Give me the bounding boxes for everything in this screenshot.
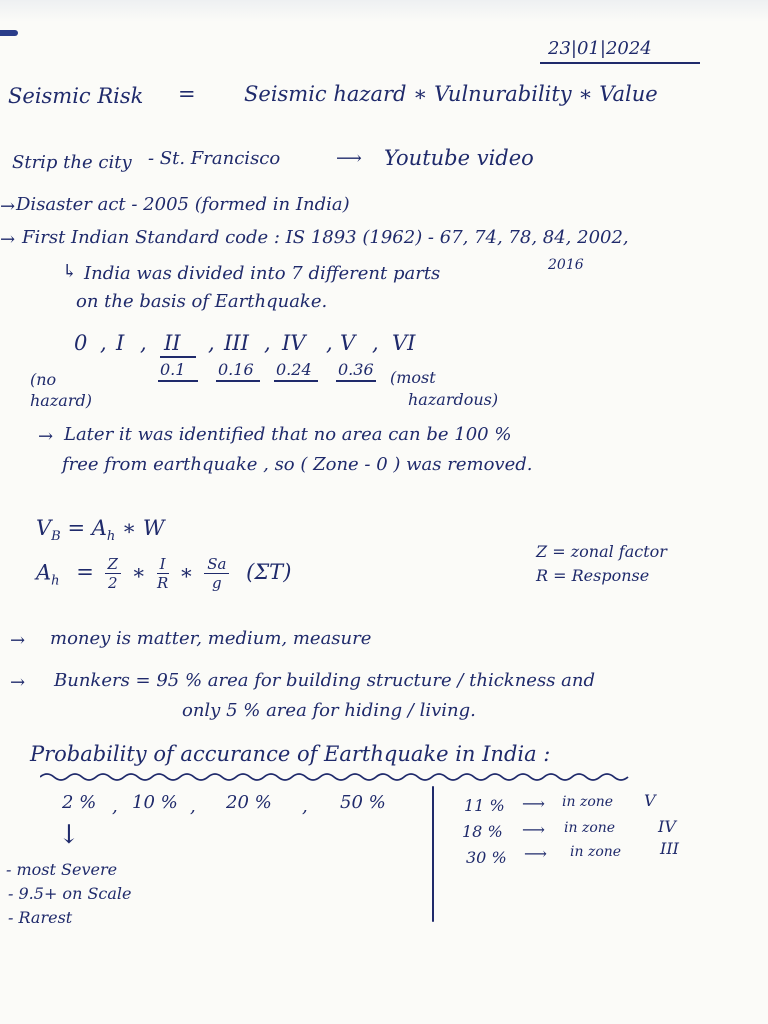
scale-note: - 9.5+ on Scale — [8, 884, 132, 903]
rarest-note: - Rarest — [8, 908, 73, 927]
zone-pct: 11 % — [464, 796, 505, 815]
r-definition: R = Response — [536, 566, 650, 585]
code-year-2016: 2016 — [548, 257, 584, 273]
ah-subscript: h — [51, 573, 60, 589]
bunkers-bullet: → — [10, 672, 26, 693]
sa-over-g — [204, 556, 229, 592]
ah-formula — [36, 556, 291, 592]
zone-overline — [160, 356, 196, 358]
seismic-equals: = — [178, 82, 196, 106]
zone-label: V — [340, 331, 356, 355]
column-divider — [432, 786, 434, 922]
zone-value-underline — [336, 380, 376, 382]
money-bullet: → — [10, 630, 26, 651]
times-symbol: ∗ — [131, 560, 146, 585]
money-text: money is matter, medium, measure — [50, 628, 372, 649]
zone-label: II — [164, 331, 181, 355]
severity-note: - most Severe — [6, 860, 118, 879]
seismic-risk-label: Seismic Risk — [8, 84, 144, 108]
code-bullet: → — [0, 229, 16, 250]
zone-label: 0 — [74, 331, 88, 355]
most-hazardous-note: (most — [390, 368, 436, 387]
zone-value-underline — [274, 380, 318, 382]
zone-roman: V — [644, 791, 656, 810]
ah-equals: = — [76, 560, 94, 585]
zone-text: in zone — [570, 844, 622, 860]
zone-sep: , — [326, 331, 333, 355]
page-top-shadow — [0, 0, 768, 22]
page-date: 23|01|2024 — [548, 38, 652, 59]
zone-value: 0.16 — [218, 360, 254, 379]
zone-removed-text: free from earthquake , so ( Zone - 0 ) was removed. — [62, 454, 533, 475]
no-hazard-note: (no hazard) — [30, 370, 92, 410]
zone-label: VI — [392, 331, 416, 355]
vb-subscript: B — [51, 529, 61, 545]
zone-arrow: ⟶ — [522, 794, 545, 813]
zone-sep: , — [100, 331, 107, 355]
zone-label: IV — [282, 331, 306, 355]
probability-sep: , — [190, 796, 196, 817]
z-numerator: Z — [105, 556, 121, 574]
z-definition: Z = zonal factor — [536, 542, 667, 561]
probability-value: 50 % — [340, 792, 386, 813]
sa-numerator: Sa — [204, 556, 229, 574]
probability-value: 10 % — [132, 792, 178, 813]
z-over-2 — [105, 556, 121, 592]
two-denominator: 2 — [107, 573, 118, 592]
zone-text: in zone — [562, 794, 614, 810]
probability-sep: , — [112, 796, 118, 817]
zone-roman: IV — [658, 817, 676, 836]
sub-arrow: ↳ — [62, 261, 78, 282]
zone-sep: , — [208, 331, 215, 355]
date-underline — [540, 62, 700, 64]
i-numerator: I — [157, 556, 169, 574]
probability-title: Probability of accurance of Earthquake in India : — [30, 742, 551, 766]
most-hazardous-note-2: hazardous) — [408, 390, 499, 409]
vb-rhs-subscript: h — [106, 529, 116, 545]
strip-arrow: ⟶ — [336, 148, 362, 169]
zone-sep: , — [140, 331, 147, 355]
seismic-risk-formula: Seismic hazard ∗ Vulnurability ∗ Value — [244, 82, 658, 106]
strip-city-label: Strip the city — [12, 152, 132, 173]
earthquake-basis-text: on the basis of Earthquake. — [76, 291, 328, 312]
india-divided-text: India was divided into 7 different parts — [84, 263, 441, 284]
bunkers-text-2: only 5 % area for hiding / living. — [182, 700, 476, 721]
zone-sep: , — [372, 331, 379, 355]
zone-pct: 30 % — [466, 848, 507, 867]
disaster-act-text: Disaster act - 2005 (formed in India) — [16, 194, 350, 215]
page-corner-mark — [0, 30, 18, 36]
sigma-t: (ΣT) — [246, 560, 292, 585]
vb-symbol: V — [36, 516, 52, 540]
strip-video: Youtube video — [384, 146, 534, 170]
zone-value: 0.24 — [276, 360, 312, 379]
zone-value-underline — [158, 380, 198, 382]
indian-standard-code: First Indian Standard code : IS 1893 (1962) - 67, 74, 78, 84, 2002, — [22, 227, 629, 248]
later-identified-text: Later it was identified that no area can be 100 % — [64, 424, 512, 445]
i-over-r — [157, 556, 169, 592]
zone-arrow: ⟶ — [524, 844, 547, 863]
vb-formula — [36, 518, 165, 543]
vb-rhs: = A — [67, 516, 107, 540]
times-symbol: ∗ — [179, 560, 194, 585]
probability-value: 20 % — [226, 792, 272, 813]
zone-label: III — [224, 331, 249, 355]
g-denominator: g — [212, 573, 222, 592]
bunkers-text: Bunkers = 95 % area for building structure / thickness and — [54, 670, 596, 691]
zone-value-underline — [216, 380, 260, 382]
zone-pct: 18 % — [462, 822, 503, 841]
later-bullet: → — [38, 426, 54, 447]
probability-value: 2 % — [62, 792, 97, 813]
zone-roman: III — [660, 839, 679, 858]
zone-sep: , — [264, 331, 271, 355]
disaster-bullet: → — [0, 196, 16, 217]
zone-value: 0.1 — [160, 360, 186, 379]
zone-text: in zone — [564, 820, 616, 836]
wavy-underline — [40, 771, 630, 783]
r-denominator: R — [156, 573, 169, 592]
ah-symbol: A — [36, 560, 52, 585]
strip-city-place: - St. Francisco — [148, 148, 281, 169]
vb-tail: ∗ W — [121, 516, 165, 540]
probability-sep: , — [302, 796, 308, 817]
zone-value: 0.36 — [338, 360, 374, 379]
zone-label: I — [116, 331, 125, 355]
down-arrow: ↓ — [58, 820, 80, 850]
zone-arrow: ⟶ — [522, 820, 545, 839]
